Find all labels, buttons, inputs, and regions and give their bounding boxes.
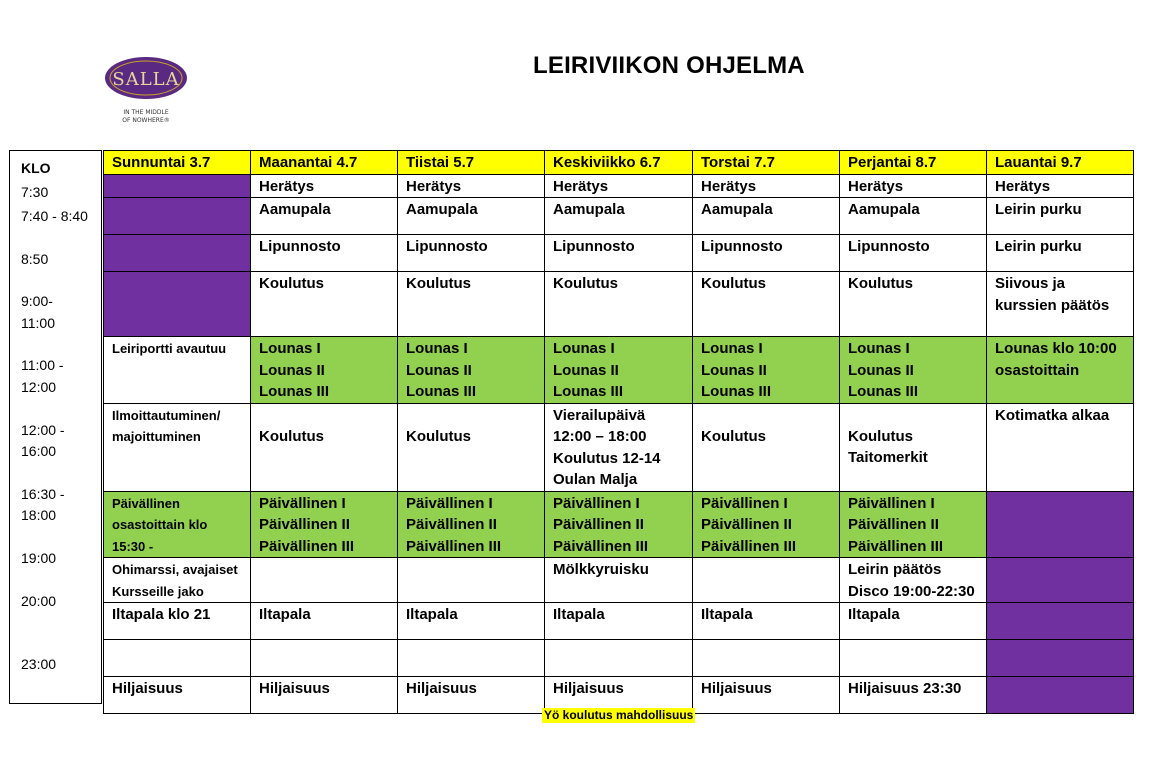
schedule-cell xyxy=(693,403,840,491)
schedule-cell: Iltapala xyxy=(251,603,398,640)
time-label: 8:50 xyxy=(21,251,49,267)
cell-line: Lounas II xyxy=(701,361,767,379)
empty-cell xyxy=(987,677,1134,714)
schedule-cell: Herätys xyxy=(251,174,398,198)
schedule-cell: Leirin purku xyxy=(987,235,1134,272)
empty-cell xyxy=(693,558,840,603)
table-row xyxy=(104,558,1134,603)
schedule-cell: Iltapala xyxy=(545,603,693,640)
day-header: Sunnuntai 3.7 xyxy=(104,151,251,175)
schedule-cell xyxy=(398,491,545,558)
empty-cell xyxy=(104,174,251,198)
schedule-cell: Mölkkyruisku xyxy=(545,558,693,603)
cell-line: Päivällinen III xyxy=(848,537,944,555)
cell-line: osastoittain klo xyxy=(112,517,208,532)
schedule-cell: Aamupala xyxy=(693,198,840,235)
empty-cell xyxy=(398,640,545,677)
time-label: 9:00- xyxy=(21,293,53,309)
day-header: Lauantai 9.7 xyxy=(987,151,1134,175)
schedule-cell xyxy=(840,558,987,603)
time-label: 12:00 - xyxy=(21,422,65,438)
cell-line: Koulutus xyxy=(259,427,324,445)
cell-line: Päivällinen I xyxy=(848,494,935,512)
schedule-cell: Herätys xyxy=(398,174,545,198)
schedule-cell xyxy=(104,403,251,491)
schedule-cell xyxy=(545,491,693,558)
cell-line: Päivällinen II xyxy=(701,516,792,533)
logo-tagline-2: OF NOWHERE® xyxy=(122,117,170,124)
cell-line: Leirin päätös xyxy=(848,561,942,578)
schedule-cell: Koulutus xyxy=(840,272,987,337)
schedule-cell: Koulutus xyxy=(545,272,693,337)
schedule-cell: Leiriportti avautuu xyxy=(104,337,251,404)
cell-line: Lounas II xyxy=(259,361,325,379)
table-row xyxy=(104,491,1134,558)
schedule-cell: Aamupala xyxy=(251,198,398,235)
schedule-cell xyxy=(104,558,251,603)
schedule-cell: Lounas klo 10:00 osastoittain xyxy=(987,337,1134,404)
schedule-cell: Aamupala xyxy=(840,198,987,235)
cell-line: Oulan Malja xyxy=(553,471,638,488)
table-row xyxy=(104,272,1134,337)
cell-line: Koulutus xyxy=(848,427,913,445)
cell-line: 15:30 - xyxy=(112,538,154,554)
schedule-cell: Aamupala xyxy=(398,198,545,235)
cell-line: Päivällinen III xyxy=(259,537,355,555)
cell-line: Koulutus xyxy=(701,427,766,445)
table-row xyxy=(104,174,1134,198)
schedule-cell: Koulutus xyxy=(693,272,840,337)
empty-cell xyxy=(104,198,251,235)
cell-line: majoittuminen xyxy=(112,429,201,444)
cell-line: Lounas II xyxy=(553,361,619,379)
cell-line: Päivällinen III xyxy=(406,537,502,555)
time-label: 20:00 xyxy=(21,593,57,609)
time-label: 12:00 xyxy=(21,379,57,395)
table-row xyxy=(104,337,1134,404)
time-label: 18:00 xyxy=(21,507,57,523)
time-label: 16:30 - xyxy=(21,486,65,502)
cell-line: Ohimarssi, avajaiset xyxy=(112,562,238,577)
schedule-cell: Hiljaisuus xyxy=(251,677,398,714)
schedule-cell xyxy=(398,337,545,404)
salla-logo-graphic xyxy=(103,55,193,127)
schedule-table xyxy=(103,150,1134,714)
cell-line: Koulutus xyxy=(406,427,471,445)
cell-line: Lounas III xyxy=(848,383,919,400)
schedule-cell: Lipunnosto xyxy=(251,235,398,272)
schedule-cell: Koulutus xyxy=(251,272,398,337)
schedule-cell: Herätys xyxy=(987,174,1134,198)
time-label: 11:00 xyxy=(21,315,55,331)
cell-line: Lounas I xyxy=(553,340,615,357)
cell-line: Lounas II xyxy=(848,361,914,379)
schedule-cell: Herätys xyxy=(693,174,840,198)
empty-cell xyxy=(104,235,251,272)
schedule-cell xyxy=(398,403,545,491)
cell-line: Lounas I xyxy=(259,340,321,357)
empty-cell xyxy=(987,491,1134,558)
table-row xyxy=(104,603,1134,640)
logo-tagline-1: IN THE MIDDLE xyxy=(123,109,169,116)
cell-line: Lounas I xyxy=(701,340,763,357)
cell-line: Kursseille jako xyxy=(112,583,204,599)
day-header-row xyxy=(104,151,1134,175)
cell-line: Päivällinen I xyxy=(259,494,346,512)
schedule-cell: Iltapala klo 21 xyxy=(104,603,251,640)
cell-line: Päivällinen III xyxy=(553,537,649,555)
table-row xyxy=(104,198,1134,235)
table-row xyxy=(104,640,1134,677)
schedule-cell: Lipunnosto xyxy=(545,235,693,272)
time-label: 19:00 xyxy=(21,550,57,566)
cell-line: Lounas I xyxy=(848,340,910,357)
time-label: 7:40 - 8:40 xyxy=(21,208,88,224)
cell-line: Vierailupäivä xyxy=(553,406,646,424)
cell-line: 12:00 – 18:00 xyxy=(553,428,647,445)
cell-line: Disco 19:00-22:30 xyxy=(848,582,975,600)
empty-cell xyxy=(987,603,1134,640)
schedule-cell: Hiljaisuus xyxy=(104,677,251,714)
schedule-cell: Herätys xyxy=(840,174,987,198)
day-header: Tiistai 5.7 xyxy=(398,151,545,175)
cell-line: Taitomerkit xyxy=(848,449,928,466)
schedule-cell xyxy=(693,337,840,404)
schedule-cell: Lipunnosto xyxy=(840,235,987,272)
schedule-cell: Lipunnosto xyxy=(398,235,545,272)
schedule-cell xyxy=(840,337,987,404)
schedule-cell: Leirin purku xyxy=(987,198,1134,235)
schedule-cell: Kotimatka alkaa xyxy=(987,403,1134,491)
schedule-cell: Hiljaisuus xyxy=(398,677,545,714)
empty-cell xyxy=(545,640,693,677)
salla-logo xyxy=(103,55,193,127)
schedule-cell: Iltapala xyxy=(398,603,545,640)
time-column xyxy=(9,150,102,704)
footnote: Yö koulutus mahdollisuus xyxy=(544,708,694,722)
empty-cell xyxy=(251,640,398,677)
schedule-cell: Hiljaisuus xyxy=(693,677,840,714)
day-header: Maanantai 4.7 xyxy=(251,151,398,175)
empty-cell xyxy=(840,640,987,677)
empty-cell xyxy=(987,640,1134,677)
time-label: 7:30 xyxy=(21,184,49,200)
schedule-cell: Hiljaisuus xyxy=(545,677,693,714)
schedule-cell: Aamupala xyxy=(545,198,693,235)
schedule-cell: Hiljaisuus 23:30 xyxy=(840,677,987,714)
schedule-cell xyxy=(251,491,398,558)
schedule-cell xyxy=(545,403,693,491)
cell-line: Päivällinen xyxy=(112,495,180,511)
cell-line: Lounas I xyxy=(406,340,468,357)
time-label: 23:00 xyxy=(21,656,57,672)
cell-line: Päivällinen II xyxy=(848,516,939,533)
empty-cell xyxy=(987,558,1134,603)
day-header: Torstai 7.7 xyxy=(693,151,840,175)
table-row xyxy=(104,235,1134,272)
page-title: LEIRIVIIKON OHJELMA xyxy=(533,52,805,79)
empty-cell xyxy=(104,272,251,337)
cell-line: Päivällinen II xyxy=(553,516,644,533)
cell-line: Päivällinen II xyxy=(259,516,350,533)
logo-name: SALLA xyxy=(112,69,180,90)
table-row xyxy=(104,403,1134,491)
time-label: 16:00 xyxy=(21,443,57,459)
cell-line: Päivällinen II xyxy=(406,516,497,533)
schedule-cell: Lipunnosto xyxy=(693,235,840,272)
schedule-cell: Herätys xyxy=(545,174,693,198)
schedule-cell xyxy=(840,491,987,558)
empty-cell xyxy=(693,640,840,677)
cell-line: Koulutus 12-14 xyxy=(553,449,661,467)
time-label: 11:00 - xyxy=(21,357,64,373)
schedule-cell xyxy=(251,337,398,404)
cell-line: Päivällinen I xyxy=(553,494,640,512)
cell-line: Päivällinen I xyxy=(701,494,788,512)
schedule-cell xyxy=(104,491,251,558)
cell-line: Lounas III xyxy=(553,383,624,400)
empty-cell xyxy=(104,640,251,677)
cell-line: Lounas III xyxy=(406,383,477,400)
cell-line: Päivällinen III xyxy=(701,537,797,555)
day-header: Keskiviikko 6.7 xyxy=(545,151,693,175)
schedule-cell xyxy=(545,337,693,404)
schedule-cell xyxy=(693,491,840,558)
schedule-cell: Iltapala xyxy=(840,603,987,640)
cell-line: Päivällinen I xyxy=(406,494,493,512)
empty-cell xyxy=(398,558,545,603)
empty-cell xyxy=(251,558,398,603)
schedule-cell: Iltapala xyxy=(693,603,840,640)
schedule-cell: Koulutus xyxy=(398,272,545,337)
cell-line: Lounas III xyxy=(701,383,772,400)
cell-line: Ilmoittautuminen/ xyxy=(112,407,221,423)
schedule-cell: Siivous ja kurssien päätös xyxy=(987,272,1134,337)
time-header: KLO xyxy=(21,160,51,176)
cell-line: Lounas II xyxy=(406,361,472,379)
schedule-cell xyxy=(251,403,398,491)
day-header: Perjantai 8.7 xyxy=(840,151,987,175)
cell-line: Lounas III xyxy=(259,383,330,400)
schedule-cell xyxy=(840,403,987,491)
